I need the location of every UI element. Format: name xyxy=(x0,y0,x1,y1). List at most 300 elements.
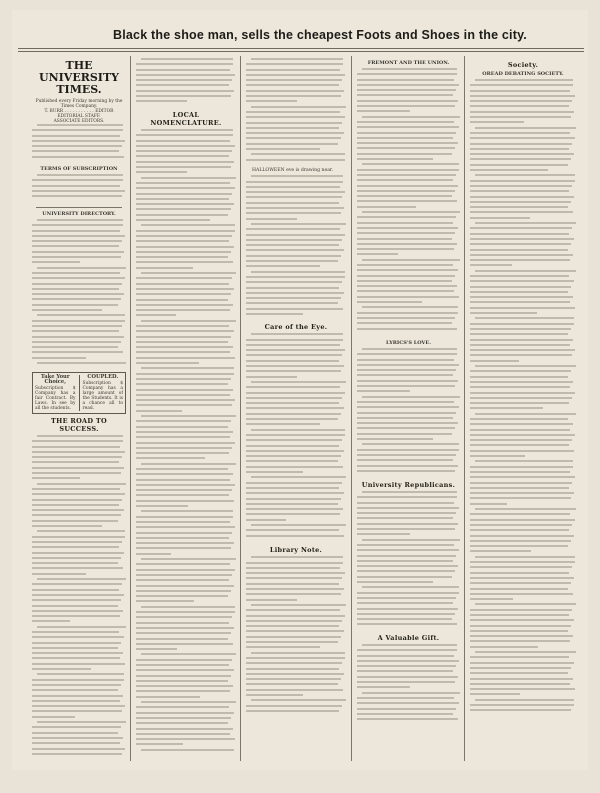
text-line xyxy=(136,288,234,290)
text-line xyxy=(32,451,125,453)
text-line xyxy=(470,588,568,590)
text-line xyxy=(246,84,339,86)
text-line xyxy=(357,264,453,266)
text-line xyxy=(357,665,456,667)
text-line xyxy=(357,406,459,408)
text-line xyxy=(136,489,232,491)
text-line xyxy=(32,753,122,755)
text-line xyxy=(246,74,345,76)
text-line xyxy=(470,476,575,478)
text-line xyxy=(32,525,102,527)
text-line xyxy=(246,95,341,97)
text-line xyxy=(136,494,229,496)
text-line xyxy=(362,163,459,165)
text-line xyxy=(32,652,123,654)
text-line xyxy=(246,513,340,515)
text-line xyxy=(32,140,125,142)
text-line xyxy=(357,359,454,361)
text-line xyxy=(357,158,433,160)
text-line xyxy=(32,514,121,516)
text-line xyxy=(32,594,124,596)
text-line xyxy=(246,487,339,489)
text-line xyxy=(362,396,460,398)
text-line xyxy=(136,632,231,634)
text-line xyxy=(357,560,453,562)
text-line xyxy=(32,456,122,458)
text-line xyxy=(136,100,187,102)
text-line xyxy=(470,206,568,208)
text-line xyxy=(470,450,574,452)
text-line xyxy=(251,271,345,273)
text-line xyxy=(32,562,118,564)
text-line xyxy=(475,603,576,605)
text-line xyxy=(141,749,234,751)
text-line xyxy=(136,590,231,592)
text-line xyxy=(470,656,569,658)
text-line xyxy=(32,251,124,253)
text-line xyxy=(357,597,456,599)
text-line xyxy=(357,459,453,461)
text-line xyxy=(32,732,118,734)
text-line xyxy=(470,137,575,139)
text-line xyxy=(32,195,122,197)
text-line xyxy=(246,482,342,484)
text-line xyxy=(357,718,458,720)
text-line xyxy=(470,625,571,627)
text-line xyxy=(32,135,120,137)
text-line xyxy=(246,186,340,188)
text-line xyxy=(32,185,120,187)
directory-header: UNIVERSITY DIRECTORY. xyxy=(42,211,116,217)
text-line xyxy=(246,434,345,436)
text-line xyxy=(246,159,345,161)
text-line xyxy=(357,179,453,181)
text-line xyxy=(136,542,234,544)
text-line xyxy=(246,132,344,134)
text-line xyxy=(136,505,188,507)
text-line xyxy=(32,742,120,744)
text-line xyxy=(141,272,236,274)
text-line xyxy=(246,116,345,118)
text-line xyxy=(470,275,569,277)
text-line xyxy=(136,553,171,555)
text-line xyxy=(357,147,455,149)
text-line xyxy=(470,381,573,383)
text-line xyxy=(32,277,125,279)
text-line xyxy=(470,180,575,182)
text-line xyxy=(470,683,570,685)
text-line xyxy=(136,648,177,650)
text-line xyxy=(470,693,520,695)
text-line xyxy=(357,512,456,514)
text-line xyxy=(470,561,575,563)
text-line xyxy=(136,161,234,163)
text-line xyxy=(470,709,571,711)
text-line xyxy=(32,509,124,511)
published-line: Published every Friday morning by the Times Company. xyxy=(35,99,123,109)
text-line xyxy=(246,122,342,124)
text-line xyxy=(357,216,456,218)
text-line xyxy=(357,317,455,319)
text-line xyxy=(470,376,568,378)
text-line xyxy=(470,662,574,664)
text-line xyxy=(470,100,572,102)
text-line xyxy=(136,532,232,534)
text-line xyxy=(136,738,235,740)
text-line xyxy=(470,301,570,303)
text-line xyxy=(246,593,341,595)
text-line xyxy=(246,402,339,404)
text-line xyxy=(136,669,234,671)
text-line xyxy=(246,705,342,707)
text-line xyxy=(136,574,232,576)
text-line xyxy=(136,685,233,687)
column-4 xyxy=(357,58,460,758)
text-line xyxy=(357,549,459,551)
text-line xyxy=(470,667,571,669)
text-line xyxy=(136,336,231,338)
column-divider xyxy=(130,56,131,761)
text-line xyxy=(246,386,340,388)
text-line xyxy=(32,145,122,147)
box-right-title: COUPLED. xyxy=(87,374,119,380)
box-left-title: Take Your Choice, xyxy=(40,374,70,385)
text-line xyxy=(357,174,456,176)
text-line xyxy=(470,593,573,595)
text-line xyxy=(470,132,570,134)
text-line xyxy=(37,267,126,269)
text-line xyxy=(470,259,570,261)
text-line xyxy=(475,556,575,558)
text-line xyxy=(32,573,86,575)
text-line xyxy=(136,664,229,666)
text-line xyxy=(470,635,573,637)
text-line xyxy=(37,435,123,437)
text-line xyxy=(246,276,345,278)
text-line xyxy=(32,341,121,343)
text-line xyxy=(357,390,410,392)
text-line xyxy=(362,259,460,261)
text-line xyxy=(470,466,573,468)
text-line xyxy=(32,272,120,274)
text-line xyxy=(475,508,576,510)
text-line xyxy=(357,570,455,572)
text-line xyxy=(136,473,233,475)
text-line xyxy=(141,653,236,655)
text-line xyxy=(136,145,235,147)
text-line xyxy=(32,293,124,295)
text-line xyxy=(246,249,344,251)
text-line xyxy=(246,354,342,356)
text-line xyxy=(470,243,571,245)
halloween-para: HALLOWEEN eve is drawing near. xyxy=(252,168,334,173)
text-line xyxy=(32,631,119,633)
text-line xyxy=(470,211,573,213)
text-line xyxy=(246,392,345,394)
text-line xyxy=(32,190,125,192)
text-line xyxy=(136,479,230,481)
text-line xyxy=(470,513,570,515)
text-line xyxy=(32,179,123,181)
text-line xyxy=(357,222,453,224)
text-line xyxy=(136,389,233,391)
text-line xyxy=(357,322,452,324)
text-line xyxy=(136,346,233,348)
text-line xyxy=(470,439,572,441)
text-line xyxy=(470,582,571,584)
text-line xyxy=(357,422,458,424)
text-line xyxy=(357,517,453,519)
text-line xyxy=(136,585,234,587)
text-line xyxy=(357,206,416,208)
text-line xyxy=(32,657,120,659)
republicans-text xyxy=(357,491,460,631)
text-line xyxy=(246,239,342,241)
text-line xyxy=(470,524,572,526)
text-line xyxy=(357,555,456,557)
text-line xyxy=(32,689,118,691)
text-line xyxy=(136,155,229,157)
text-line xyxy=(357,296,459,298)
text-line xyxy=(32,605,118,607)
text-line xyxy=(470,577,574,579)
text-line xyxy=(136,208,231,210)
oread-header: OREAD DEBATING SOCIETY. xyxy=(482,71,564,77)
text-line xyxy=(357,328,457,330)
text-line xyxy=(246,69,340,71)
text-line xyxy=(32,663,125,665)
text-line xyxy=(246,212,341,214)
text-line xyxy=(136,680,228,682)
text-line xyxy=(136,341,228,343)
text-line xyxy=(37,219,123,221)
text-line xyxy=(357,248,454,250)
text-line xyxy=(246,313,303,315)
text-line xyxy=(357,681,455,683)
text-line xyxy=(141,558,236,560)
text-line xyxy=(357,169,459,171)
text-line xyxy=(357,713,453,715)
text-line xyxy=(251,381,346,383)
text-line xyxy=(136,240,229,242)
text-line xyxy=(470,164,568,166)
text-line xyxy=(246,668,339,670)
text-line xyxy=(32,668,91,670)
text-line xyxy=(246,281,342,283)
text-line xyxy=(470,423,573,425)
text-line xyxy=(246,577,342,579)
text-line xyxy=(246,625,339,627)
text-line xyxy=(136,399,235,401)
society-header: Society. xyxy=(507,61,539,69)
text-line xyxy=(246,641,338,643)
text-line xyxy=(470,482,572,484)
text-line xyxy=(357,380,458,382)
column-3-text-top xyxy=(246,58,346,168)
text-line xyxy=(470,349,575,351)
text-line xyxy=(32,298,121,300)
text-line xyxy=(357,454,456,456)
text-line xyxy=(251,58,343,60)
text-line xyxy=(470,90,570,92)
text-line xyxy=(136,526,235,528)
banner-rule xyxy=(18,48,584,49)
text-line xyxy=(32,472,121,474)
text-line xyxy=(136,362,199,364)
text-line xyxy=(470,614,569,616)
text-line xyxy=(246,689,343,691)
banner-advertisement: Black the shoe man, sells the cheapest Foots and Shoes in the city. xyxy=(113,28,527,42)
text-line xyxy=(136,442,235,444)
text-line xyxy=(470,307,575,309)
text-line xyxy=(357,576,452,578)
text-line xyxy=(470,678,573,680)
text-line xyxy=(246,519,286,521)
text-line xyxy=(357,105,455,107)
text-line xyxy=(136,706,229,708)
text-line xyxy=(136,187,235,189)
text-line xyxy=(136,140,230,142)
text-line xyxy=(246,344,340,346)
text-line xyxy=(32,129,123,131)
text-line xyxy=(136,171,187,173)
lyrics-header: LYRICS'S LOVE. xyxy=(386,340,431,346)
text-line xyxy=(136,521,230,523)
text-line xyxy=(32,224,123,226)
text-line xyxy=(136,457,205,459)
text-line xyxy=(357,153,452,155)
text-line xyxy=(136,616,232,618)
column-divider xyxy=(464,56,465,761)
terms-text xyxy=(32,174,126,204)
subscription-advertisement xyxy=(32,372,126,414)
text-line xyxy=(32,261,80,263)
text-line xyxy=(32,304,118,306)
text-line xyxy=(357,608,458,610)
text-line xyxy=(246,498,341,500)
text-line xyxy=(32,599,121,601)
text-line xyxy=(136,95,231,97)
text-line xyxy=(357,185,458,187)
text-line xyxy=(470,217,530,219)
text-line xyxy=(246,413,341,415)
text-line xyxy=(136,219,210,221)
text-line xyxy=(246,683,338,685)
text-line xyxy=(470,392,575,394)
text-line xyxy=(246,678,341,680)
text-line xyxy=(470,354,572,356)
text-line xyxy=(246,302,338,304)
text-line xyxy=(136,611,235,613)
text-line xyxy=(136,404,232,406)
text-line xyxy=(32,710,122,712)
text-line xyxy=(470,572,569,574)
text-line xyxy=(470,566,572,568)
text-line xyxy=(136,256,228,258)
text-line xyxy=(475,699,574,701)
text-line xyxy=(470,116,571,118)
text-line xyxy=(136,251,231,253)
text-line xyxy=(357,84,459,86)
text-line xyxy=(246,455,341,457)
text-line xyxy=(136,325,229,327)
text-line xyxy=(357,417,453,419)
text-line xyxy=(362,692,460,694)
text-line xyxy=(470,333,568,335)
text-line xyxy=(470,704,574,706)
text-line xyxy=(32,320,125,322)
text-line xyxy=(475,460,573,462)
text-line xyxy=(32,695,123,697)
text-line xyxy=(141,177,236,179)
text-line xyxy=(251,153,345,155)
text-line xyxy=(470,619,574,621)
text-line xyxy=(136,410,182,412)
text-line xyxy=(470,339,573,341)
text-line xyxy=(246,418,338,420)
text-line xyxy=(470,471,570,473)
text-line xyxy=(357,528,455,530)
text-line xyxy=(136,261,233,263)
text-line xyxy=(32,679,124,681)
text-line xyxy=(136,203,234,205)
text-line xyxy=(362,443,459,445)
text-line xyxy=(357,190,455,192)
text-line xyxy=(475,413,576,415)
text-line xyxy=(32,499,122,501)
text-line xyxy=(251,175,343,177)
library-note-text xyxy=(246,556,346,716)
text-line xyxy=(251,604,346,606)
text-line xyxy=(246,609,340,611)
text-line xyxy=(362,586,459,588)
text-line xyxy=(136,198,229,200)
text-line xyxy=(362,491,457,493)
text-line xyxy=(470,105,569,107)
text-line xyxy=(246,673,344,675)
text-line xyxy=(246,90,344,92)
road-to-success-header: THE ROAD TO SUCCESS. xyxy=(50,417,107,433)
text-line xyxy=(136,166,231,168)
text-line xyxy=(362,348,457,350)
text-line xyxy=(136,500,234,502)
staff-line: ASSOCIATE EDITORS. xyxy=(53,119,105,124)
text-line xyxy=(357,655,454,657)
text-line xyxy=(470,158,571,160)
text-line xyxy=(357,433,452,435)
text-line xyxy=(32,156,124,158)
text-line xyxy=(136,563,230,565)
text-line xyxy=(470,196,574,198)
text-line xyxy=(246,127,339,129)
text-line xyxy=(357,412,456,414)
text-line xyxy=(470,418,568,420)
text-line xyxy=(470,296,573,298)
text-line xyxy=(357,427,455,429)
text-line xyxy=(246,657,345,659)
text-line xyxy=(251,699,346,701)
text-line xyxy=(475,651,576,653)
text-line xyxy=(470,497,571,499)
local-nomenclature-header: LOCAL NOMENCLATURE. xyxy=(150,111,222,127)
text-line xyxy=(357,465,458,467)
text-line xyxy=(357,592,459,594)
text-line xyxy=(362,539,460,541)
text-line xyxy=(136,235,232,237)
text-line xyxy=(246,202,339,204)
text-line xyxy=(251,652,345,654)
column-2-text-top xyxy=(136,58,236,108)
